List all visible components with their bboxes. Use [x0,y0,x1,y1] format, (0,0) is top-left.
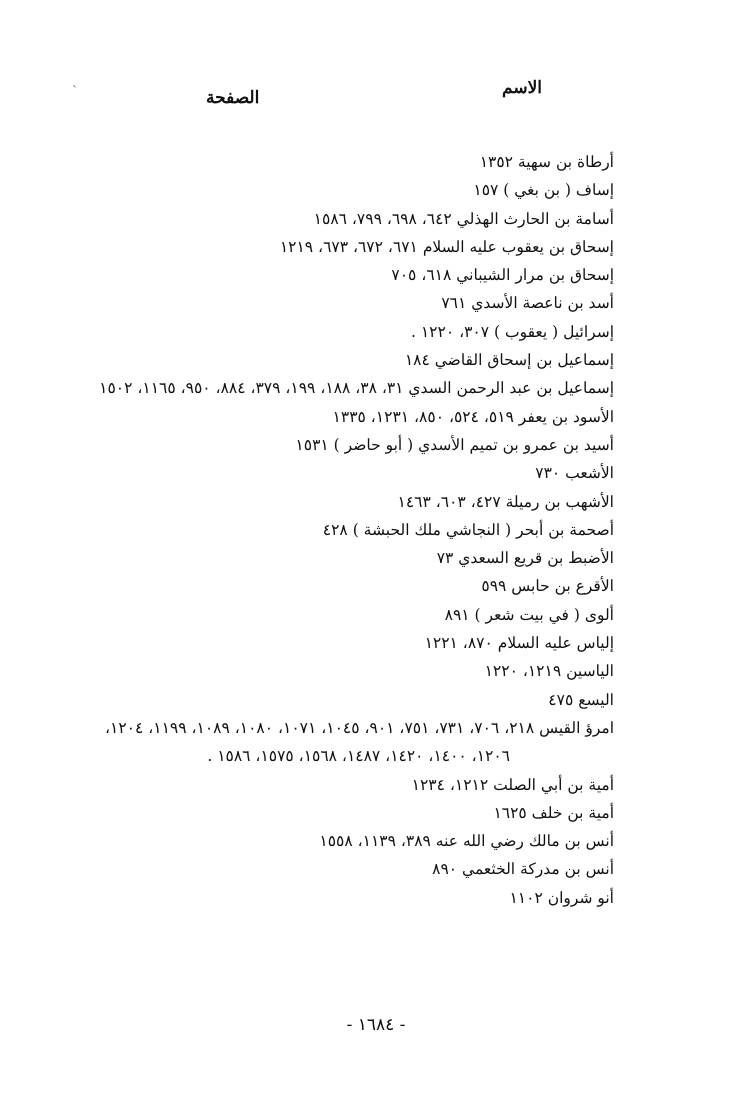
column-header-name: الاسم [502,78,542,98]
index-entry: أمية بن أبي الصلت ١٢١٢، ١٢٣٤ [411,775,614,794]
index-entry: الأضبط بن قريع السعدي ٧٣ [436,549,614,568]
index-entry: إسحاق بن مرار الشيباني ٦١٨، ٧٠٥ [391,266,614,285]
stray-mark: ` [72,84,78,98]
index-entry: أنس بن مالك رضي الله عنه ٣٨٩، ١١٣٩، ١٥٥٨ [319,832,614,851]
index-entry: أرطاة بن سهية ١٣٥٢ [479,153,614,171]
index-entry: الأشهب بن رميلة ٤٢٧، ٦٠٣، ١٤٦٣ [397,492,614,511]
index-entry-continuation: ١٢٠٦، ١٤٠٠، ١٤٢٠، ١٤٨٧، ١٥٦٨، ١٥٧٥، ١٥٨٦ . [207,747,510,766]
index-entry: إسحاق بن يعقوب عليه السلام ٦٧١، ٦٧٢، ٦٧٣، ١٢١٩ [279,237,614,256]
page-number: - ١٦٨٤ - [346,1015,406,1035]
index-entry: الياسين ١٢١٩، ١٢٢٠ [484,662,614,681]
index-entry: أنو شروان ١١٠٢ [509,888,614,907]
index-entry: أسد بن ناعصة الأسدي ٧٦١ [441,294,614,313]
column-header-page: الصفحة [206,88,260,108]
index-entry: أسيد بن عمرو بن تميم الأسدي ( أبو حاضر ) ١٥٣١ [295,435,614,454]
index-entry: أمية بن خلف ١٦٢٥ [493,803,614,822]
index-entry: إسماعيل بن إسحاق القاضي ١٨٤ [404,351,614,370]
index-entry: إسماعيل بن عبد الرحمن السدي ٣١، ٣٨، ١٨٨، ١٩٩، ٣٧٩، ٨٨٤، ٩٥٠، ١١٦٥، ١٥٠٢ [99,379,614,398]
index-entry: امرؤ القيس ٢١٨، ٧٠٦، ٧٣١، ٧٥١، ٩٠١، ١٠٤٥، ١٠٧١، ١٠٨٠، ١٠٨٩، ١١٩٩، ١٢٠٤، [105,718,614,737]
index-entry: ألوى ( في بيت شعر ) ٨٩١ [444,605,614,624]
index-entries-list [0,148,614,912]
index-entry: اليسع ٤٧٥ [548,690,614,709]
index-entry: الأسود بن يعفر ٥١٩، ٥٢٤، ٨٥٠، ١٢٣١، ١٣٣٥ [332,407,614,426]
index-entry: إلياس عليه السلام ٨٧٠، ١٢٢١ [424,634,614,653]
index-entry: إساف ( بن بغي ) ١٥٧ [473,181,614,200]
index-entry: إسرائيل ( يعقوب ) ٣٠٧، ١٢٢٠ . [410,322,614,341]
index-entry: الأقرع بن حابس ٥٩٩ [481,577,614,596]
index-entry: أنس بن مدركة الخثعمي ٨٩٠ [432,860,614,879]
index-entry: أسامة بن الحارث الهذلي ٦٤٢، ٦٩٨، ٧٩٩، ١٥٨٦ [313,209,614,228]
index-entry: أصحمة بن أبحر ( النجاشي ملك الحبشة ) ٤٢٨ [322,520,614,539]
index-entry: الأشعب ٧٣٠ [535,464,614,483]
